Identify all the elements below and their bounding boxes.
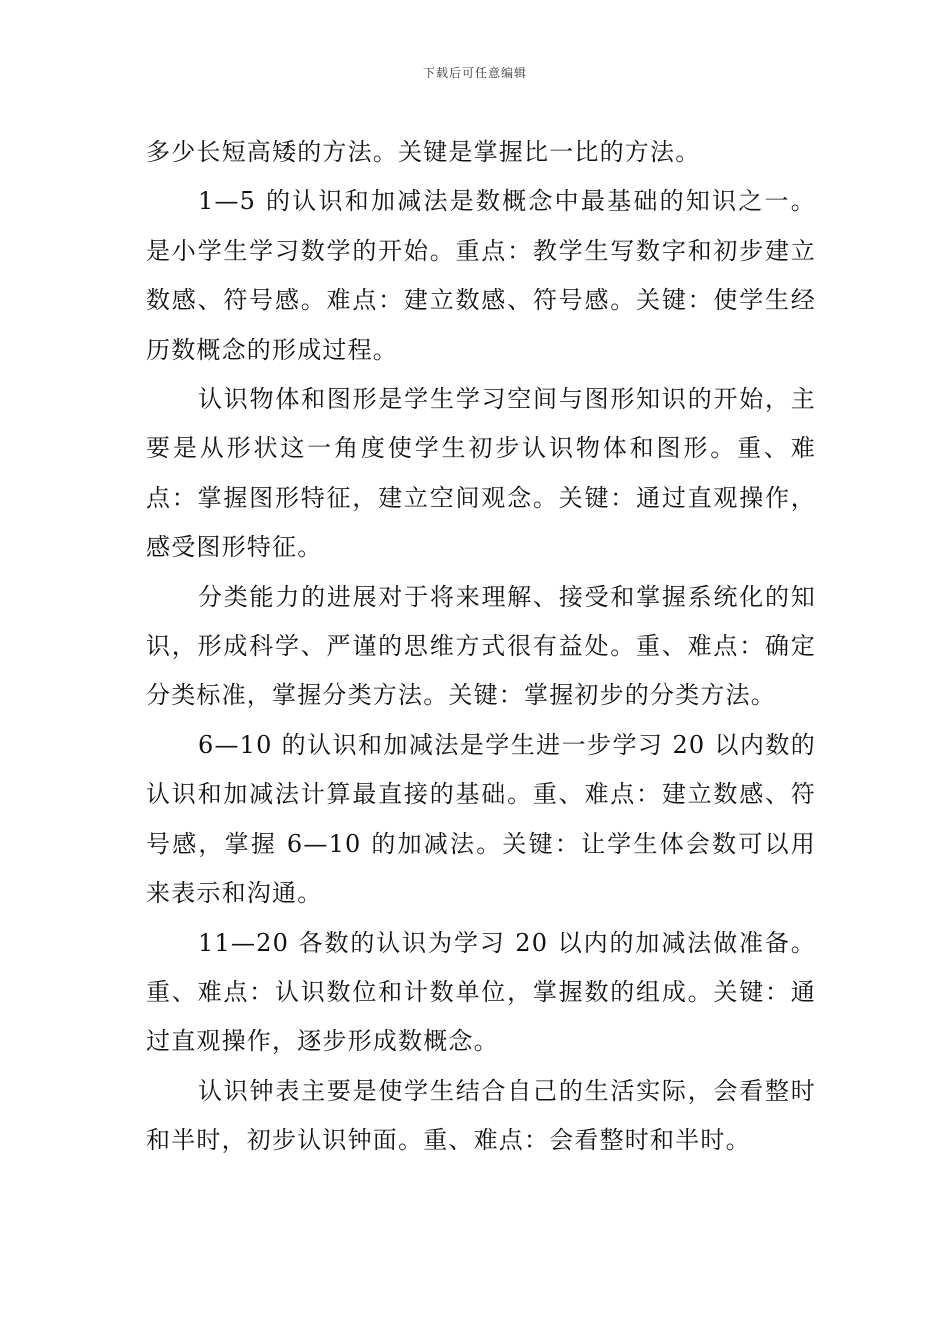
document-body — [146, 128, 816, 1166]
paragraph-6: 11—20 各数的认识为学习 20 以内的加减法做准备。重、难点：认识数位和计数单位，掌握数的组成。关键：通过直观操作，逐步形成数概念。 — [146, 928, 816, 1056]
page-header: 下载后可任意编辑 — [422, 66, 527, 80]
paragraph-2: 1—5 的认识和加减法是数概念中最基础的知识之一。是小学生学习数学的开始。重点：教学生写数字和初步建立数感、符号感。难点：建立数感、符号感。关键：使学生经历数概念的形成过程。 — [146, 187, 816, 364]
paragraph-4: 分类能力的进展对于将来理解、接受和掌握系统化的知识，形成科学、严谨的思维方式很有益处。重、难点：确定分类标准，掌握分类方法。关键：掌握初步的分类方法。 — [146, 582, 816, 710]
paragraph-5: 6—10 的认识和加减法是学生进一步学习 20 以内数的认识和加减法计算最直接的基础。重、难点：建立数感、符号感，掌握 6—10 的加减法。关键：让学生体会数可以用来表示和沟通。 — [146, 730, 816, 908]
paragraph-1: 多少长短高矮的方法。关键是掌握比一比的方法。 — [146, 138, 701, 166]
paragraph-3: 认识物体和图形是学生学习空间与图形知识的开始，主要是从形状这一角度使学生初步认识物体和图形。重、难点：掌握图形特征，建立空间观念。关键：通过直观操作，感受图形特征。 — [146, 385, 816, 562]
paragraph-7: 认识钟表主要是使学生结合自己的生活实际，会看整时和半时，初步认识钟面。重、难点：会看整时和半时。 — [146, 1076, 816, 1155]
